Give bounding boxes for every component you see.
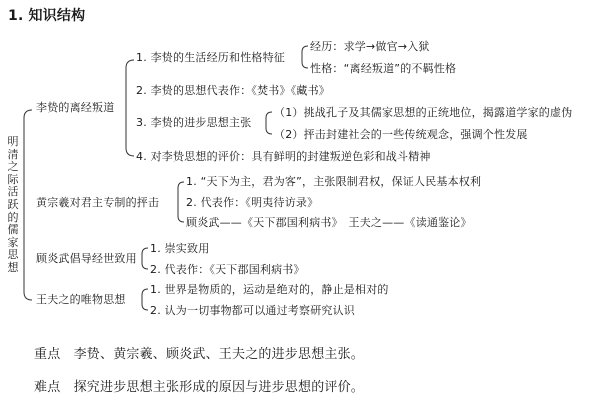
- huang-item-3: 顾炎武——《天下郡国利病书》 王夫之——《读通鉴论》: [186, 216, 472, 229]
- li-zhi-point-1: （1）挑战孔子及其儒家思想的正统地位，揭露道学家的虚伪: [274, 106, 573, 119]
- gu-item-1: 1. 崇实致用: [150, 242, 210, 255]
- li-zhi-experience: 经历：求学→做官→入狱: [310, 40, 430, 53]
- li-zhi-item-2: 2. 李贽的思想代表作：《焚书》《藏书》: [136, 84, 330, 97]
- huang-item-1: 1. “天下为主，君为客”，主张限制君权，保证人民基本权利: [186, 175, 482, 188]
- gu-bracket: [142, 248, 148, 269]
- wang-heading: 王夫之的唯物思想: [36, 293, 126, 306]
- difficult-point: 难点 探究进步思想主张形成的原因与进步思想的评价。: [34, 380, 365, 395]
- li-zhi-item-4: 4. 对李贽思想的评价：具有鲜明的封建叛逆色彩和战斗精神: [136, 150, 431, 163]
- li-zhi-heading: 李贽的离经叛道: [36, 101, 115, 114]
- li-zhi-item1-bracket: [302, 46, 308, 68]
- wang-item-2: 2. 认为一切事物都可以通过考察研究认识: [150, 304, 355, 317]
- key-point: 重点 李贽、黄宗羲、顾炎武、王夫之的进步思想主张。: [34, 347, 365, 362]
- li-zhi-character: 性格：“离经叛道”的不羁性格: [310, 62, 457, 75]
- li-zhi-bracket: [126, 60, 134, 156]
- root-bracket: [24, 110, 32, 300]
- li-zhi-item-1: 1. 李贽的生活经历和性格特征: [136, 51, 285, 64]
- huang-bracket: [178, 182, 184, 222]
- wang-item-1: 1. 世界是物质的，运动是绝对的，静止是相对的: [150, 283, 389, 296]
- section-title: 1. 知识结构: [8, 8, 86, 24]
- gu-heading: 顾炎武倡导经世致用: [36, 252, 137, 265]
- huang-heading: 黄宗羲对君主专制的抨击: [36, 196, 160, 209]
- wang-bracket: [142, 289, 148, 310]
- li-zhi-point-2: （2）抨击封建社会的一些传统观念，强调个性发展: [274, 128, 528, 141]
- li-zhi-item-3: 3. 李贽的进步思想主张: [136, 116, 252, 129]
- li-zhi-item3-bracket: [266, 112, 272, 134]
- root-node: 明清之际活跃的儒家思想: [7, 135, 19, 274]
- huang-item-2: 2. 代表作：《明夷待访录》: [186, 196, 319, 209]
- gu-item-2: 2. 代表作：《天下郡国利病书》: [150, 263, 305, 276]
